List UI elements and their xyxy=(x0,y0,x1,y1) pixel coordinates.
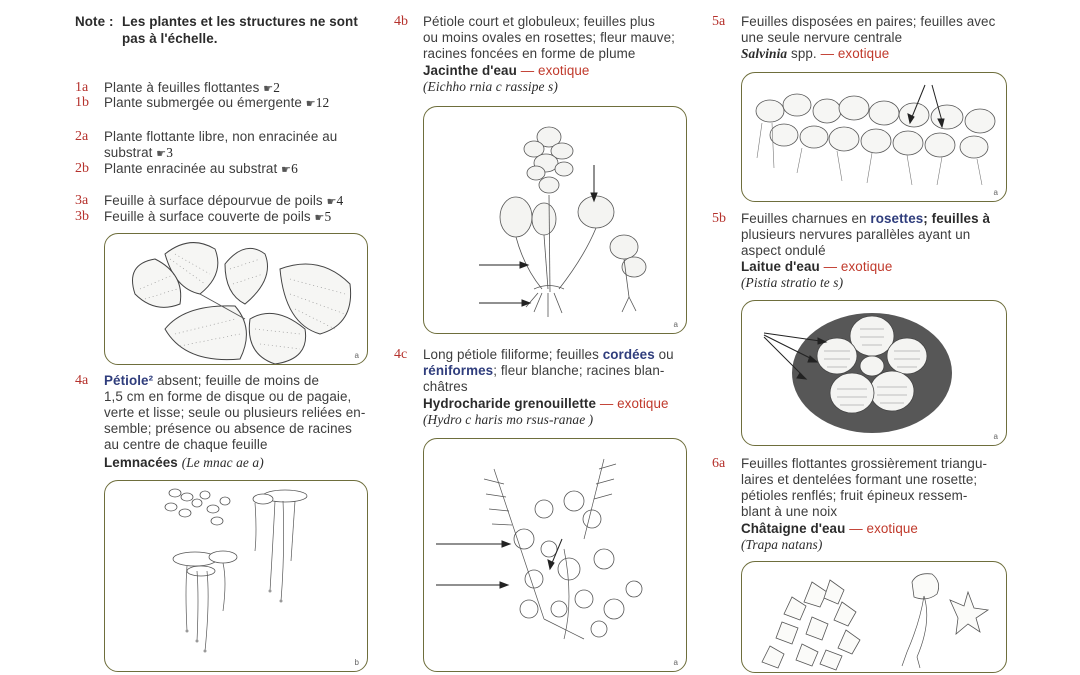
key-text-5b-line1b: ; feuilles à xyxy=(923,211,990,226)
key-text-4c-line3: châtres xyxy=(423,379,468,394)
key-number-1b: 1b xyxy=(75,95,89,110)
key-text-2a-line1: Plante flottante libre, non enracinée au xyxy=(104,129,338,144)
species-name-lemnacees xyxy=(104,455,264,472)
key-text-3a: Feuille à surface dépourvue de poils xyxy=(104,193,323,208)
key-number-4c: 4c xyxy=(394,347,408,362)
goto-number[interactable]: 3 xyxy=(166,145,174,160)
figure-letter: a xyxy=(673,320,678,329)
figure-water-lettuce xyxy=(741,300,1007,446)
status-exotic: — exotique xyxy=(823,259,893,274)
duckweed-illustration xyxy=(105,481,367,671)
figure-water-hyacinth xyxy=(423,106,687,334)
key-number-5a: 5a xyxy=(712,14,726,29)
key-entry-3b xyxy=(104,209,331,227)
figure-letter: b xyxy=(354,658,359,667)
common-name: Châtaigne d'eau xyxy=(741,521,846,536)
scientific-name-suffix: spp. xyxy=(791,46,817,61)
key-text-4a-line4: semble; présence ou absence de racines xyxy=(104,421,352,436)
key-text-4a-line3: verte et lisse; seule ou plusieurs reliées en- xyxy=(104,405,366,420)
status-exotic: — exotique xyxy=(520,63,590,78)
figure-hairy-leaves xyxy=(104,233,368,365)
key-number-5b: 5b xyxy=(712,211,726,226)
key-text-5b-line2: plusieurs nervures parallèles ayant un xyxy=(741,227,971,242)
glossary-term-reniformes[interactable]: réniformes xyxy=(423,363,494,378)
key-text-4b-line2: ou moins ovales en rosettes; fleur mauve; xyxy=(423,30,675,45)
status-exotic: — exotique xyxy=(820,46,890,61)
key-text-6a-line2: laires et dentelées formant une rosette; xyxy=(741,472,978,487)
species-name-hydrocharide xyxy=(423,396,669,413)
frogbit-illustration xyxy=(424,439,686,671)
water-hyacinth-illustration xyxy=(424,107,686,333)
scientific-name: (Pistia stratio te s) xyxy=(741,275,844,290)
key-text-6a-line4: blant à une noix xyxy=(741,504,838,519)
common-name: Laitue d'eau xyxy=(741,259,820,274)
species-name-chataigne xyxy=(741,521,918,538)
key-entry-2a-line2 xyxy=(104,145,173,163)
common-name: Lemnacées xyxy=(104,455,178,470)
figure-frogbit xyxy=(423,438,687,672)
key-text-4c-line2: ; fleur blanche; racines blan- xyxy=(493,363,665,378)
key-entry-4c-line1 xyxy=(423,347,674,364)
scientific-name: (Hydro c haris mo rsus-ranae ) xyxy=(423,412,594,427)
glossary-term-cordees[interactable]: cordées xyxy=(602,347,655,362)
figure-letter: a xyxy=(354,351,359,360)
note-line2: pas à l'échelle. xyxy=(122,31,218,46)
key-number-3b: 3b xyxy=(75,209,89,224)
figure-letter: a xyxy=(993,188,998,197)
key-entry-1b xyxy=(104,95,329,113)
figure-letter: a xyxy=(993,432,998,441)
key-text-5b-line3: aspect ondulé xyxy=(741,243,826,258)
note-label: Note : xyxy=(75,14,114,29)
goto-number[interactable]: 5 xyxy=(324,209,332,224)
scientific-name: Salvinia xyxy=(741,46,788,61)
common-name: Hydrocharide grenouillette xyxy=(423,396,596,411)
status-exotic: — exotique xyxy=(599,396,669,411)
key-text-4c-or: ou xyxy=(658,347,674,362)
key-number-3a: 3a xyxy=(75,193,89,208)
figure-water-chestnut xyxy=(741,561,1007,673)
pointing-hand-icon: ☛ xyxy=(305,98,316,110)
figure-duckweed xyxy=(104,480,368,672)
figure-salvinia xyxy=(741,72,1007,202)
key-text-2a-line2: substrat xyxy=(104,145,153,160)
key-text-2b: Plante enracinée au substrat xyxy=(104,161,278,176)
hairy-leaf-illustration xyxy=(105,234,367,364)
note-line1: Les plantes et les structures ne sont xyxy=(122,14,358,29)
key-number-6a: 6a xyxy=(712,456,726,471)
goto-number[interactable]: 4 xyxy=(336,193,344,208)
scientific-name: (Trapa natans) xyxy=(741,537,823,552)
key-entry-3a xyxy=(104,193,343,211)
key-text-5a-line2: une seule nervure centrale xyxy=(741,30,903,45)
pointing-hand-icon: ☛ xyxy=(156,148,167,160)
key-text-1a: Plante à feuilles flottantes xyxy=(104,80,260,95)
pointing-hand-icon: ☛ xyxy=(326,196,337,208)
key-text-4a-line2: 1,5 cm en forme de disque ou de pagaie, xyxy=(104,389,352,404)
scientific-name: (Le mnac ae a) xyxy=(181,455,264,470)
pointing-hand-icon: ☛ xyxy=(314,212,325,224)
goto-number[interactable]: 6 xyxy=(291,161,298,176)
key-entry-4c-line2 xyxy=(423,363,664,380)
scientific-name: (Eichho rnia c rassipe s) xyxy=(423,79,558,94)
key-text-6a-line1: Feuilles flottantes grossièrement triangu- xyxy=(741,456,988,471)
key-text-4b-line1: Pétiole court et globuleux; feuilles plus xyxy=(423,14,655,29)
key-text-5b-line1: Feuilles charnues en xyxy=(741,211,867,226)
key-number-2b: 2b xyxy=(75,161,89,176)
goto-number[interactable]: 2 xyxy=(273,80,280,95)
key-number-1a: 1a xyxy=(75,80,89,95)
key-number-4a: 4a xyxy=(75,373,89,388)
glossary-term-rosettes[interactable]: rosettes xyxy=(870,211,924,226)
key-text-3b: Feuille à surface couverte de poils xyxy=(104,209,311,224)
key-text-4b-line3: racines foncées en forme de plume xyxy=(423,46,636,61)
key-text-1b: Plante submergée ou émergente xyxy=(104,95,302,110)
figure-letter: a xyxy=(673,658,678,667)
key-entry-4a-line1 xyxy=(104,373,319,390)
key-text-6a-line3: pétioles renflés; fruit épineux ressem- xyxy=(741,488,968,503)
water-chestnut-illustration xyxy=(742,562,1006,672)
goto-number[interactable]: 12 xyxy=(315,95,330,110)
status-exotic: — exotique xyxy=(849,521,918,536)
key-text-4c-line1: Long pétiole filiforme; feuilles xyxy=(423,347,599,362)
species-name-jacinthe xyxy=(423,63,589,80)
key-text-5a-line1: Feuilles disposées en paires; feuilles avec xyxy=(741,14,996,29)
key-entry-2b xyxy=(104,161,298,179)
key-entry-5b-line1 xyxy=(741,211,990,228)
species-name-salvinia xyxy=(741,46,889,63)
species-name-laitue xyxy=(741,259,892,276)
pointing-hand-icon: ☛ xyxy=(281,164,292,176)
glossary-term-petiole[interactable]: Pétiole² xyxy=(104,373,154,388)
water-lettuce-illustration xyxy=(742,301,1006,445)
common-name: Jacinthe d'eau xyxy=(423,63,517,78)
key-number-2a: 2a xyxy=(75,129,89,144)
salvinia-illustration xyxy=(742,73,1006,201)
key-number-4b: 4b xyxy=(394,14,408,29)
key-text-4a-line5: au centre de chaque feuille xyxy=(104,437,268,452)
pointing-hand-icon: ☛ xyxy=(263,83,274,95)
key-text-4a-line1: absent; feuille de moins de xyxy=(157,373,320,388)
